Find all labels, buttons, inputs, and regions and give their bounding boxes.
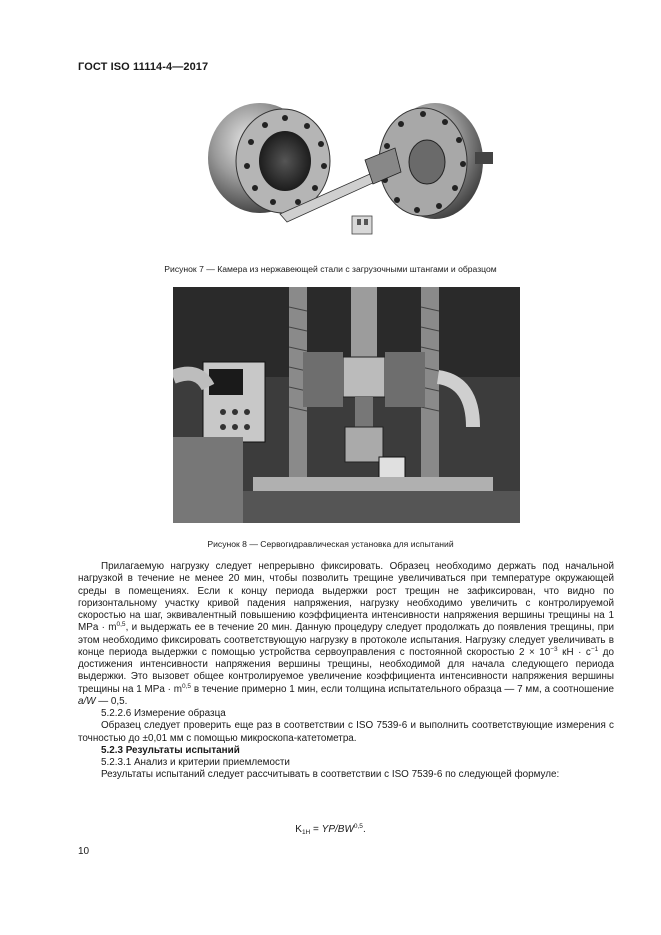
figure-8-photo xyxy=(173,287,520,523)
section-5-2-3-1-heading: 5.2.3.1 Анализ и критерии приемлемости xyxy=(101,757,290,768)
formula-period: . xyxy=(362,824,366,835)
section-5-2-2-6-heading: 5.2.2.6 Измерение образца xyxy=(101,708,226,719)
paragraph-load-procedure xyxy=(78,561,614,708)
formula-rhs: YP/BW xyxy=(321,824,354,835)
text-fragment: в течение примерно 1 мин, если толщина испытательного образца — 7 мм, а соотношение xyxy=(191,683,614,695)
formula-equals: = xyxy=(310,824,322,835)
text-fragment: кН · с xyxy=(557,646,591,658)
formula-k1h xyxy=(0,824,661,835)
formula-lhs: K xyxy=(295,824,302,835)
figure-7-caption: Рисунок 7 — Камера из нержавеющей стали с загрузочными штангами и образцом xyxy=(164,264,497,274)
superscript: −3 xyxy=(550,645,558,653)
text-fragment: до достижения интенсивности напряжения вершины трещины, необходимой для начала следующего периода выдержки. Это вызовет общее контролируемое увеличение коэффициента интенсивности напряжения вершины трещины на 1 MPa · m xyxy=(78,646,614,695)
superscript: 0,5 xyxy=(182,682,192,690)
body-text xyxy=(78,561,614,782)
text-fragment: Прилагаемую нагрузку следует непрерывно фиксировать. Образец необходимо держать под начальной нагрузкой в течение не менее 20 мин, чтобы позволить трещине увеличиваться при температуре окружающей среды в помещениях. Если к концу периода выдержки рост трещин не зафиксирован, что видно по горизонтальному участку кривой падения напряжения, нагрузку необходимо увеличить с контролируемой скоростью на шаг, эквивалентный повышению коэффициента интенсивности напряжения вершины трещины на 1 MPa · m xyxy=(78,561,614,634)
figure-7-photo xyxy=(205,96,495,246)
figure-8-caption: Рисунок 8 — Сервогидравлическая установка для испытаний xyxy=(207,539,454,549)
document-header: ГОСТ ISO 11114-4—2017 xyxy=(78,61,209,73)
superscript: −1 xyxy=(590,645,599,653)
formula-subscript: 1H xyxy=(301,829,311,836)
superscript: 0,5 xyxy=(116,621,126,629)
formula-superscript: 0,5 xyxy=(353,823,363,830)
paragraph-results-formula: Результаты испытаний следует рассчитывать в соответствии с ISO 7539-6 по следующей формуле: xyxy=(101,769,560,781)
page-number: 10 xyxy=(78,846,90,857)
italic-ratio: a/W xyxy=(78,695,96,707)
section-5-2-3-heading: 5.2.3 Результаты испытаний xyxy=(101,744,240,756)
paragraph-specimen-measurement: Образец следует проверить еще раз в соответствии с ISO 7539-6 и выполнить соответствующие измерения с точностью до ±0,01 мм с помощью микроскопа-катетометра. xyxy=(78,720,614,744)
text-fragment: — 0,5. xyxy=(95,695,128,707)
text-fragment: , и выдержать ее в течение 20 мин. Данную процедуру следует продолжать до появления трещины, при этом необходимо фиксировать соответствующую нагрузку в протоколе испытания. Нагрузку следует увеличивать в конце периода выдержки с помощью устройства сервоуправления с постоянной скоростью 2 × 10 xyxy=(78,622,615,658)
